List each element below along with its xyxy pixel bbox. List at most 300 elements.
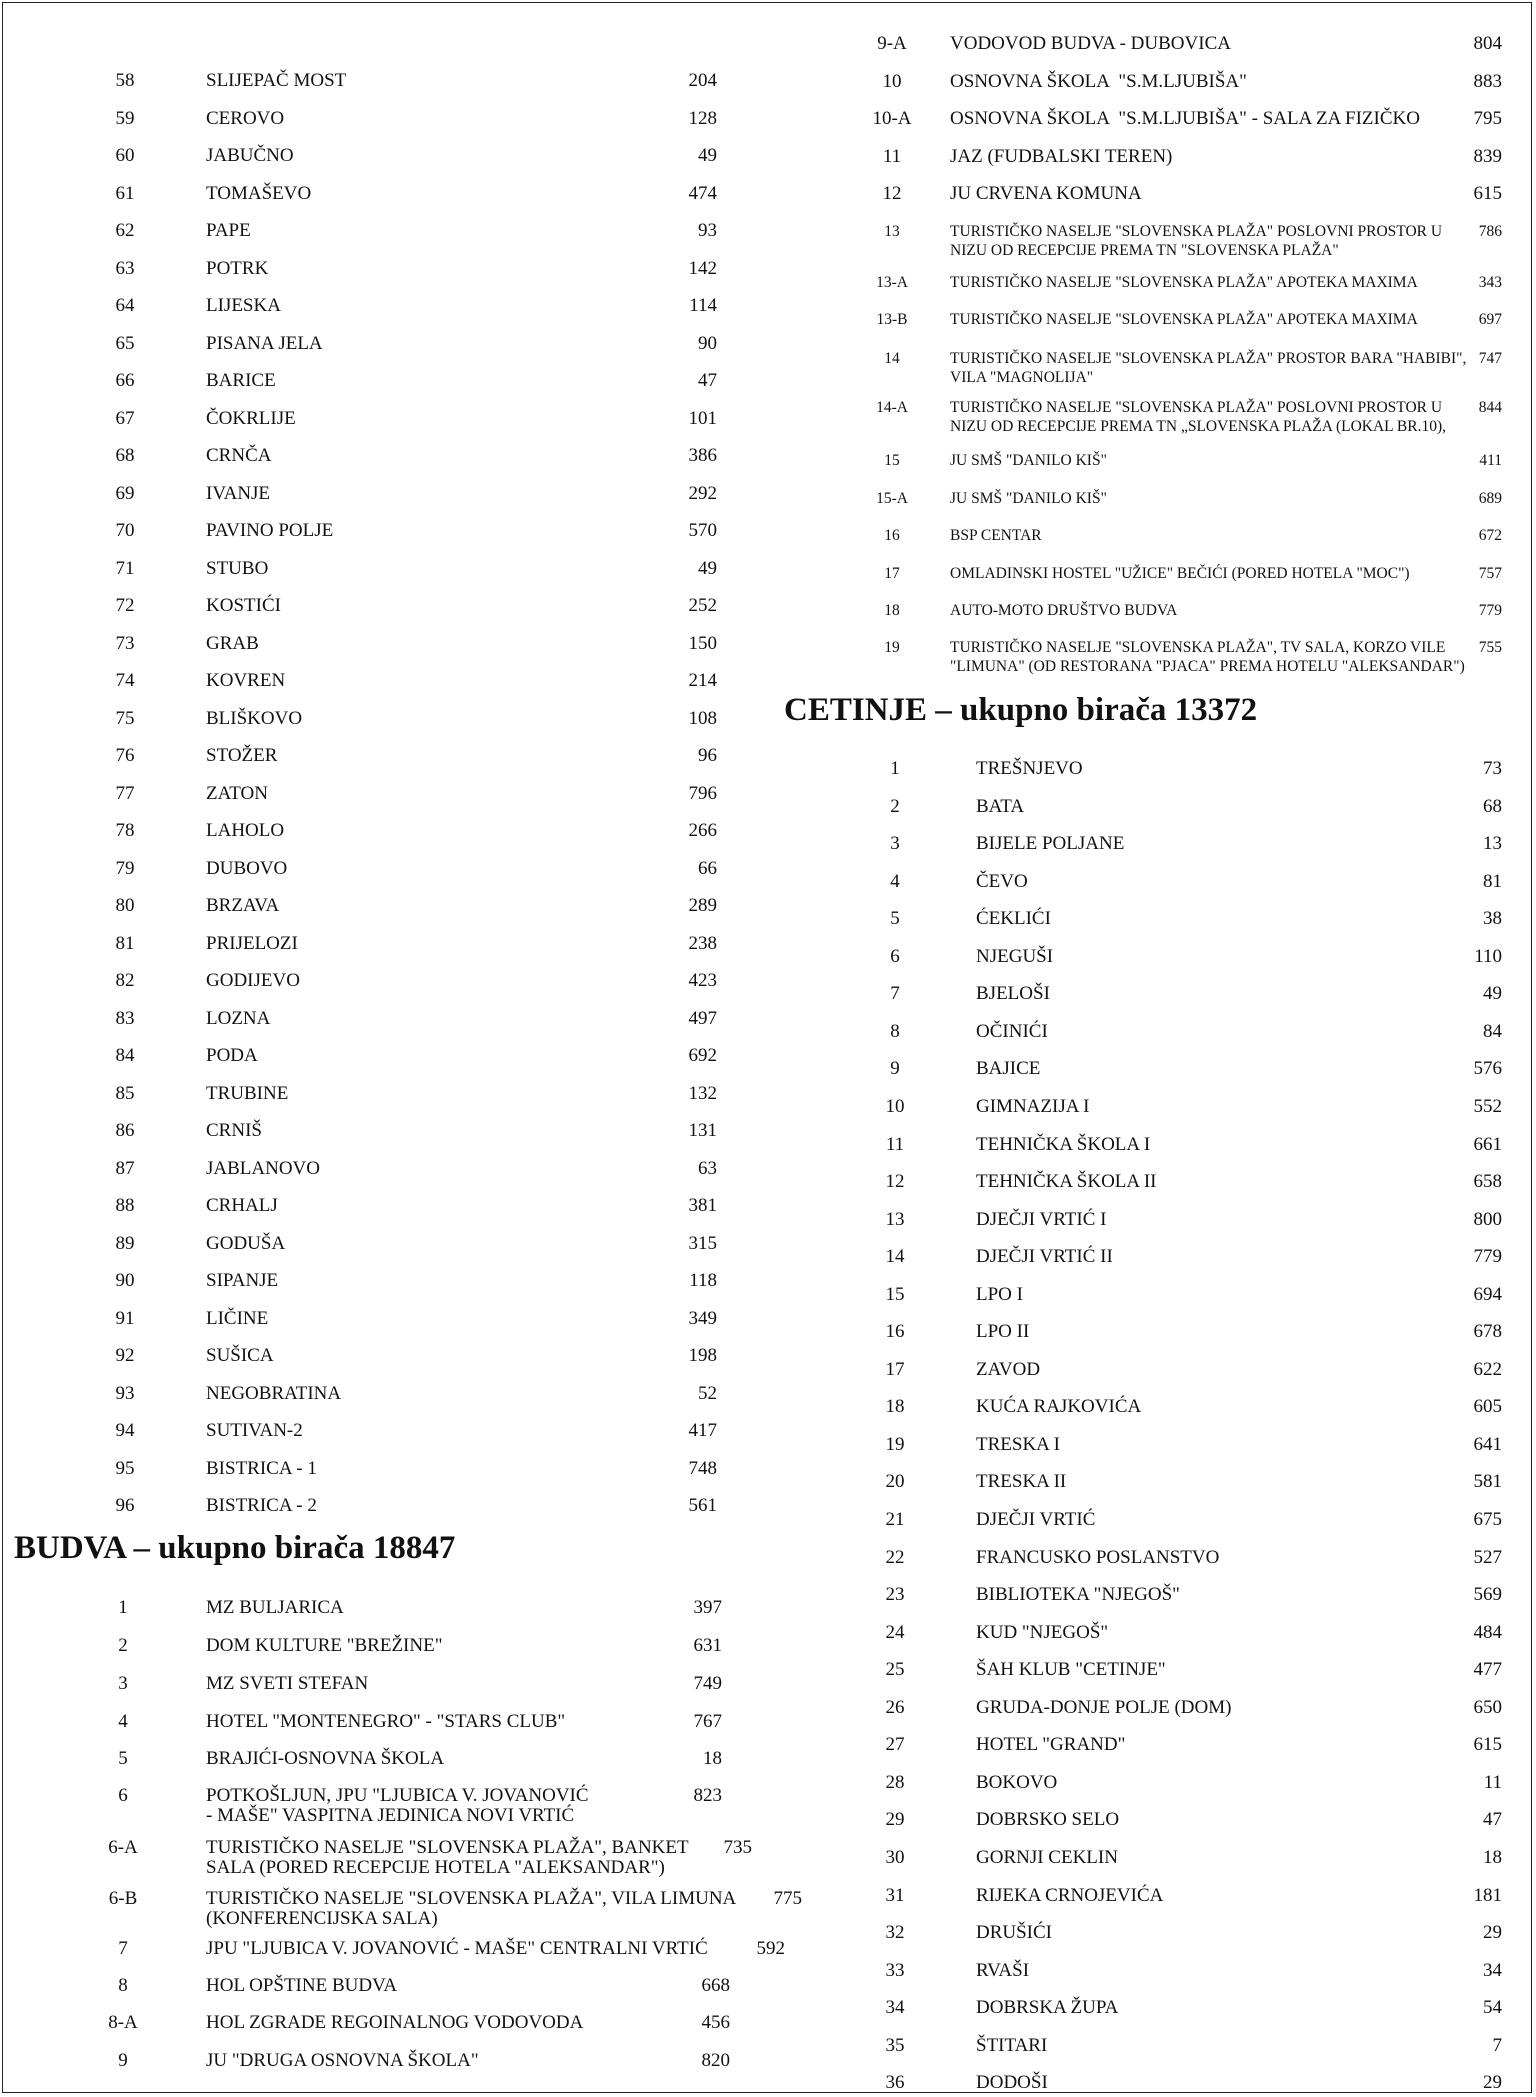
station-number: 69 — [115, 482, 135, 504]
cetinje-heading: CETINJE – ukupno birača 13372 — [784, 692, 1258, 728]
voter-count: 386 — [688, 445, 717, 466]
voter-count: 694 — [1473, 1283, 1502, 1305]
voter-count: 38 — [1483, 908, 1502, 930]
voter-count: 748 — [688, 1457, 717, 1479]
station-name: MZ BULJARICA — [206, 1597, 344, 1618]
voter-count: 689 — [1478, 490, 1502, 507]
voter-count: 84 — [1483, 1020, 1502, 1042]
station-name: BATA — [976, 795, 1025, 817]
station-name: TURISTIČKO NASELJE "SLOVENSKA PLAŽA" APOTEKA MAXIMA — [950, 274, 1418, 291]
station-number: 75 — [115, 707, 135, 729]
station-name: GODUŠA — [206, 1232, 286, 1254]
station-number: 90 — [115, 1270, 135, 1291]
voter-count: 800 — [1473, 1208, 1502, 1230]
voter-count: 349 — [688, 1307, 717, 1329]
voter-count: 697 — [1478, 311, 1502, 328]
voter-count: 615 — [1473, 183, 1502, 204]
station-number: 17 — [884, 565, 900, 582]
station-number: 16 — [884, 527, 900, 544]
station-number: 18 — [884, 602, 900, 619]
voter-count: 755 — [1478, 639, 1502, 656]
voter-count: 214 — [688, 670, 717, 691]
voter-count: 749 — [693, 1673, 722, 1694]
voter-count: 839 — [1473, 146, 1502, 167]
voter-count: 90 — [698, 332, 717, 354]
station-name: JU "DRUGA OSNOVNA ŠKOLA" — [206, 2050, 479, 2071]
voter-count: 804 — [1473, 33, 1502, 54]
station-number: 1 — [118, 1597, 128, 1618]
station-name: KUD "NJEGOŠ" — [976, 1621, 1109, 1643]
station-number: 1 — [890, 758, 900, 779]
station-number: 74 — [115, 670, 135, 691]
station-number: 62 — [115, 220, 135, 241]
station-name: BRAJIĆI-OSNOVNA ŠKOLA — [206, 1748, 445, 1769]
voter-count: 315 — [688, 1232, 717, 1254]
voter-count: 474 — [688, 182, 717, 204]
station-number: 29 — [885, 1809, 905, 1831]
station-name: PRIJELOZI — [206, 932, 298, 954]
station-name: KOVREN — [206, 670, 286, 691]
voter-count: 63 — [698, 1157, 717, 1179]
station-number: 80 — [115, 895, 135, 916]
voter-count: 343 — [1478, 274, 1502, 291]
voter-count: 29 — [1483, 2072, 1502, 2094]
station-number: 79 — [115, 857, 135, 879]
voter-count: 204 — [688, 70, 717, 91]
station-name: ČOKRLIJE — [206, 407, 296, 429]
station-name: JABUČNO — [206, 145, 294, 166]
voter-count: 497 — [688, 1007, 717, 1029]
voter-count: 110 — [1474, 945, 1502, 967]
voter-count: 423 — [688, 970, 717, 991]
station-name: DJEČJI VRTIĆ II — [976, 1246, 1113, 1268]
station-number: 12 — [882, 183, 902, 204]
station-name: PODA — [206, 1045, 258, 1066]
station-name: ZAVOD — [976, 1358, 1041, 1380]
station-name: NEGOBRATINA — [206, 1382, 342, 1404]
voter-count: 477 — [1473, 1659, 1502, 1681]
voter-count: 735 — [723, 1837, 752, 1858]
station-number: 66 — [115, 370, 135, 391]
voter-count: 786 — [1478, 223, 1502, 240]
station-name: MZ SVETI STEFAN — [206, 1673, 369, 1694]
station-number: 20 — [885, 1471, 905, 1493]
station-name: TRUBINE — [206, 1082, 289, 1104]
voter-count: 650 — [1473, 1696, 1502, 1718]
station-number: 77 — [115, 782, 135, 804]
station-name: POTRK — [206, 257, 269, 279]
station-number: 26 — [885, 1696, 905, 1718]
voter-count: 417 — [688, 1420, 717, 1441]
voter-count: 658 — [1473, 1171, 1502, 1193]
station-name: TURISTIČKO NASELJE "SLOVENSKA PLAŽA" APOTEKA MAXIMA — [950, 311, 1418, 328]
station-name: TURISTIČKO NASELJE "SLOVENSKA PLAŽA" POSLOVNI PROSTOR U NIZU OD RECEPCIJE PREMA TN "SLOVENSKA PLAŽA" — [950, 223, 1443, 259]
voter-count: 622 — [1473, 1358, 1502, 1380]
voter-count: 779 — [1473, 1246, 1502, 1268]
voter-count: 150 — [688, 632, 717, 654]
voter-count: 823 — [693, 1785, 722, 1806]
station-number: 34 — [885, 1997, 905, 2019]
station-name: RVAŠI — [976, 1959, 1030, 1981]
voter-count: 238 — [688, 932, 717, 954]
station-number: 4 — [890, 870, 900, 892]
voter-count: 779 — [1478, 602, 1502, 619]
station-number: 84 — [115, 1045, 135, 1066]
voter-count: 570 — [688, 520, 717, 541]
station-number: 6 — [890, 945, 900, 967]
station-name: LOZNA — [206, 1007, 271, 1029]
voter-count: 411 — [1479, 452, 1502, 469]
station-name: CEROVO — [206, 107, 285, 129]
station-number: 61 — [115, 182, 135, 204]
station-name: ŠAH KLUB "CETINJE" — [976, 1659, 1166, 1681]
station-name: DUBOVO — [206, 857, 288, 879]
station-number: 6 — [118, 1785, 128, 1806]
voter-count: 692 — [688, 1045, 717, 1066]
station-number: 19 — [885, 1433, 905, 1455]
station-name: HOTEL "GRAND" — [976, 1734, 1126, 1756]
station-number: 88 — [115, 1195, 135, 1216]
voter-count: 18 — [1483, 1846, 1502, 1868]
station-number: 23 — [885, 1584, 905, 1606]
voter-count: 66 — [698, 857, 717, 879]
station-number: 13-B — [876, 311, 908, 328]
voter-count: 252 — [688, 595, 717, 616]
station-name: OSNOVNA ŠKOLA "S.M.LJUBIŠA" - SALA ZA FIZIČKO — [950, 108, 1420, 129]
station-name: STUBO — [206, 557, 269, 579]
station-number: 11 — [882, 146, 902, 167]
station-name: TEHNIČKA ŠKOLA II — [976, 1171, 1157, 1193]
voter-count: 93 — [698, 220, 717, 241]
voter-count: 101 — [688, 407, 717, 429]
station-number: 91 — [115, 1307, 135, 1329]
station-number: 28 — [885, 1771, 905, 1793]
voter-count: 96 — [698, 745, 717, 766]
voter-count: 47 — [1483, 1809, 1502, 1831]
station-number: 3 — [890, 833, 900, 855]
voter-count: 29 — [1483, 1922, 1502, 1944]
station-name: PISANA JELA — [206, 332, 323, 354]
station-number: 9-A — [877, 33, 907, 54]
station-name: BLIŠKOVO — [206, 707, 303, 729]
station-number: 73 — [115, 632, 135, 654]
station-name: TURISTIČKO NASELJE "SLOVENSKA PLAŽA" POSLOVNI PROSTOR U NIZU OD RECEPCIJE PREMA TN „SLOVENSKA PLAŽA (LOKAL BR.10), — [950, 399, 1447, 435]
station-name: DRUŠIĆI — [976, 1922, 1053, 1944]
station-name: ŠTITARI — [976, 2034, 1048, 2056]
station-number: 30 — [885, 1846, 905, 1868]
station-number: 19 — [884, 639, 900, 656]
station-number: 15 — [885, 1283, 905, 1305]
station-number: 13 — [884, 223, 900, 240]
station-name: GRAB — [206, 632, 259, 654]
station-name: HOL ZGRADE REGOINALNOG VODOVODA — [206, 2012, 584, 2033]
station-name: LPO II — [976, 1321, 1030, 1343]
station-name: CRNIŠ — [206, 1120, 262, 1141]
station-number: 25 — [885, 1659, 905, 1681]
station-name: OMLADINSKI HOSTEL "UŽICE" BEČIĆI (PORED HOTELA "MOC") — [950, 565, 1410, 582]
station-name: BRZAVA — [206, 895, 280, 916]
station-name: TOMAŠEVO — [206, 182, 312, 204]
station-number: 18 — [885, 1396, 905, 1418]
station-name: BISTRICA - 1 — [206, 1457, 317, 1479]
station-number: 94 — [115, 1420, 135, 1441]
station-name: AUTO-MOTO DRUŠTVO BUDVA — [950, 602, 1178, 619]
voter-count: 128 — [688, 107, 717, 129]
voter-count: 52 — [698, 1382, 717, 1404]
station-name: POTKOŠLJUN, JPU "LJUBICA V. JOVANOVIĆ - MAŠE" VASPITNA JEDINICA NOVI VRTIĆ — [206, 1785, 589, 1826]
voter-count: 13 — [1483, 833, 1502, 855]
station-number: 58 — [115, 70, 135, 91]
voter-count: 34 — [1483, 1959, 1502, 1981]
voter-count: 381 — [688, 1195, 717, 1216]
voter-count: 844 — [1478, 399, 1502, 416]
voter-count: 118 — [689, 1270, 717, 1291]
voter-count: 47 — [698, 370, 717, 391]
voter-count: 796 — [688, 782, 717, 804]
voter-count: 672 — [1478, 527, 1502, 544]
station-number: 86 — [115, 1120, 135, 1141]
station-name: RIJEKA CRNOJEVIĆA — [976, 1884, 1164, 1906]
voter-count: 757 — [1478, 565, 1502, 582]
station-number: 76 — [115, 745, 135, 766]
station-name: TRESKA II — [976, 1471, 1067, 1493]
voter-count: 181 — [1473, 1884, 1502, 1906]
station-name: TRESKA I — [976, 1433, 1060, 1455]
voter-count: 81 — [1483, 870, 1502, 892]
station-number: 13 — [885, 1208, 905, 1230]
station-name: GIMNAZIJA I — [976, 1095, 1090, 1117]
station-name: BIBLIOTEKA "NJEGOŠ" — [976, 1584, 1180, 1606]
station-number: 15-A — [876, 490, 908, 507]
station-number: 32 — [885, 1922, 905, 1944]
station-number: 22 — [885, 1546, 905, 1568]
station-number: 6-A — [108, 1837, 138, 1858]
station-number: 17 — [885, 1358, 905, 1380]
station-name: LAHOLO — [206, 820, 285, 841]
station-name: KOSTIĆI — [206, 595, 281, 616]
station-number: 64 — [115, 295, 135, 316]
station-number: 67 — [115, 407, 135, 429]
station-name: GRUDA-DONJE POLJE (DOM) — [976, 1696, 1232, 1718]
station-name: TURISTIČKO NASELJE "SLOVENSKA PLAŽA", VILA LIMUNA (KONFERENCIJSKA SALA) — [206, 1888, 737, 1929]
station-number: 8 — [890, 1020, 900, 1042]
voter-count: 605 — [1473, 1396, 1502, 1418]
station-name: HOL OPŠTINE BUDVA — [206, 1975, 398, 1996]
station-name: JU SMŠ "DANILO KIŠ" — [950, 452, 1107, 469]
station-number: 7 — [890, 983, 900, 1005]
station-name: TEHNIČKA ŠKOLA I — [976, 1133, 1151, 1155]
station-number: 7 — [118, 1938, 128, 1959]
voter-count: 747 — [1478, 350, 1502, 367]
voter-count: 292 — [688, 482, 717, 504]
station-number: 60 — [115, 145, 135, 166]
station-number: 2 — [890, 795, 900, 817]
station-number: 71 — [115, 557, 135, 579]
station-number: 83 — [115, 1007, 135, 1029]
station-name: SLIJEPAČ MOST — [206, 70, 347, 91]
station-number: 95 — [115, 1457, 135, 1479]
station-number: 87 — [115, 1157, 135, 1179]
voter-count: 266 — [688, 820, 717, 841]
station-name: GODIJEVO — [206, 970, 300, 991]
station-name: STOŽER — [206, 745, 278, 766]
station-number: 6-B — [108, 1888, 138, 1909]
station-number: 35 — [885, 2034, 905, 2056]
voter-count: 484 — [1473, 1621, 1502, 1643]
station-number: 24 — [885, 1621, 905, 1643]
station-name: DOBRSKA ŽUPA — [976, 1997, 1119, 2019]
station-name: ČEVO — [976, 870, 1028, 892]
station-name: HOTEL "MONTENEGRO" - "STARS CLUB" — [206, 1711, 566, 1732]
voter-count: 675 — [1473, 1509, 1502, 1530]
station-name: TREŠNJEVO — [976, 758, 1083, 779]
station-number: 8 — [118, 1975, 128, 1996]
station-name: TURISTIČKO NASELJE "SLOVENSKA PLAŽA" PROSTOR BARA "HABIBI", VILA "MAGNOLIJA" — [950, 350, 1467, 386]
station-number: 8-A — [108, 2012, 138, 2033]
voter-count: 54 — [1483, 1997, 1502, 2019]
station-name: SIPANJE — [206, 1270, 279, 1291]
station-number: 10-A — [872, 108, 912, 129]
voter-count: 131 — [688, 1120, 717, 1141]
voter-count: 132 — [688, 1082, 717, 1104]
station-number: 63 — [115, 257, 135, 279]
station-number: 72 — [115, 595, 135, 616]
station-name: LIJESKA — [206, 295, 281, 316]
station-name: JU SMŠ "DANILO KIŠ" — [950, 490, 1107, 507]
station-number: 10 — [882, 71, 902, 92]
station-name: JABLANOVO — [206, 1157, 320, 1179]
station-name: LPO I — [976, 1283, 1023, 1305]
station-name: BJELOŠI — [976, 983, 1050, 1005]
voter-count: 11 — [1483, 1771, 1502, 1793]
station-number: 68 — [115, 445, 135, 466]
voter-count: 678 — [1473, 1321, 1502, 1343]
station-name: DOM KULTURE "BREŽINE" — [206, 1635, 443, 1656]
station-name: KUĆA RAJKOVIĆA — [976, 1396, 1142, 1418]
station-number: 14 — [885, 1246, 905, 1268]
station-name: ĆEKLIĆI — [976, 908, 1051, 930]
voter-count: 795 — [1473, 108, 1502, 129]
station-name: NJEGUŠI — [976, 945, 1054, 967]
voter-count: 49 — [1483, 983, 1502, 1005]
station-number: 85 — [115, 1082, 135, 1104]
station-number: 92 — [115, 1345, 135, 1366]
station-name: FRANCUSKO POSLANSTVO — [976, 1546, 1220, 1568]
station-name: TURISTIČKO NASELJE "SLOVENSKA PLAŽA", BANKET SALA (PORED RECEPCIJE HOTELA "ALEKSANDAR") — [206, 1837, 689, 1878]
voter-count: 561 — [688, 1495, 717, 1516]
voter-count: 73 — [1483, 758, 1502, 779]
station-name: BIJELE POLJANE — [976, 833, 1125, 855]
station-name: TURISTIČKO NASELJE "SLOVENSKA PLAŽA", TV SALA, KORZO VILE "LIMUNA" (OD RESTORANA "PJACA" PREMA HOTELU "ALEKSANDAR") — [950, 639, 1465, 675]
station-name: ZATON — [206, 782, 268, 804]
station-name: JAZ (FUDBALSKI TEREN) — [950, 146, 1173, 167]
station-name: BAJICE — [976, 1058, 1041, 1080]
voter-count: 615 — [1473, 1734, 1502, 1756]
station-number: 5 — [118, 1748, 128, 1769]
voter-count: 142 — [688, 257, 717, 279]
station-number: 3 — [118, 1673, 128, 1694]
voter-count: 397 — [693, 1597, 722, 1618]
station-name: SUŠICA — [206, 1345, 274, 1366]
station-name: BISTRICA - 2 — [206, 1495, 317, 1516]
station-number: 89 — [115, 1232, 135, 1254]
station-name: DOBRSKO SELO — [976, 1809, 1120, 1831]
voter-count: 576 — [1473, 1058, 1502, 1080]
station-name: JPU "LJUBICA V. JOVANOVIĆ - MAŠE" CENTRALNI VRTIĆ — [206, 1938, 708, 1959]
station-name: SUTIVAN-2 — [206, 1420, 303, 1441]
station-name: BARICE — [206, 370, 276, 391]
station-number: 14 — [884, 350, 900, 367]
station-name: OČINIĆI — [976, 1020, 1048, 1042]
station-name: DJEČJI VRTIĆ — [976, 1509, 1096, 1530]
voter-count: 289 — [688, 895, 717, 916]
station-number: 70 — [115, 520, 135, 541]
station-name: OSNOVNA ŠKOLA "S.M.LJUBIŠA" — [950, 71, 1247, 92]
station-number: 81 — [115, 932, 135, 954]
station-number: 96 — [115, 1495, 135, 1516]
voter-count: 108 — [688, 707, 717, 729]
station-number: 12 — [885, 1171, 905, 1193]
station-name: PAPE — [206, 220, 251, 241]
voter-count: 775 — [773, 1888, 802, 1909]
station-name: CRHALJ — [206, 1195, 278, 1216]
voter-count: 581 — [1473, 1471, 1502, 1493]
station-number: 65 — [115, 332, 135, 354]
station-number: 14-A — [876, 399, 908, 416]
station-number: 15 — [884, 452, 900, 469]
station-name: VODOVOD BUDVA - DUBOVICA — [950, 33, 1231, 54]
station-number: 16 — [885, 1321, 905, 1343]
station-number: 13-A — [876, 274, 908, 291]
voter-count: 569 — [1473, 1584, 1502, 1606]
station-number: 2 — [118, 1635, 128, 1656]
station-number: 21 — [885, 1509, 905, 1530]
station-number: 5 — [890, 908, 900, 930]
station-name: IVANJE — [206, 482, 271, 504]
voter-count: 631 — [693, 1635, 722, 1656]
voter-count: 7 — [1492, 2034, 1502, 2056]
station-name: DJEČJI VRTIĆ I — [976, 1208, 1107, 1230]
station-number: 9 — [890, 1058, 900, 1080]
voter-count: 592 — [756, 1938, 785, 1959]
station-number: 9 — [118, 2050, 128, 2071]
station-name: DODOŠI — [976, 2072, 1048, 2094]
budva-heading: BUDVA – ukupno birača 18847 — [14, 1530, 456, 1566]
station-name: PAVINO POLJE — [206, 520, 334, 541]
station-number: 59 — [115, 107, 135, 129]
station-name: GORNJI CEKLIN — [976, 1846, 1118, 1868]
station-number: 93 — [115, 1382, 135, 1404]
station-number: 78 — [115, 820, 135, 841]
station-name: JU CRVENA KOMUNA — [950, 183, 1142, 204]
station-number: 82 — [115, 970, 135, 991]
voter-count: 552 — [1473, 1095, 1502, 1117]
voter-count: 68 — [1483, 795, 1502, 817]
station-name: LIČINE — [206, 1307, 269, 1329]
voter-count: 641 — [1473, 1433, 1502, 1455]
voter-count: 456 — [701, 2012, 730, 2033]
voter-count: 527 — [1473, 1546, 1502, 1568]
station-name: CRNČA — [206, 445, 272, 466]
station-number: 33 — [885, 1959, 905, 1981]
voter-count: 820 — [701, 2050, 730, 2071]
station-name: BSP CENTAR — [950, 527, 1042, 544]
voter-count: 198 — [688, 1345, 717, 1366]
station-number: 36 — [885, 2072, 905, 2094]
voter-count: 883 — [1473, 71, 1502, 92]
station-number: 27 — [885, 1734, 905, 1756]
voter-count: 767 — [693, 1711, 722, 1732]
